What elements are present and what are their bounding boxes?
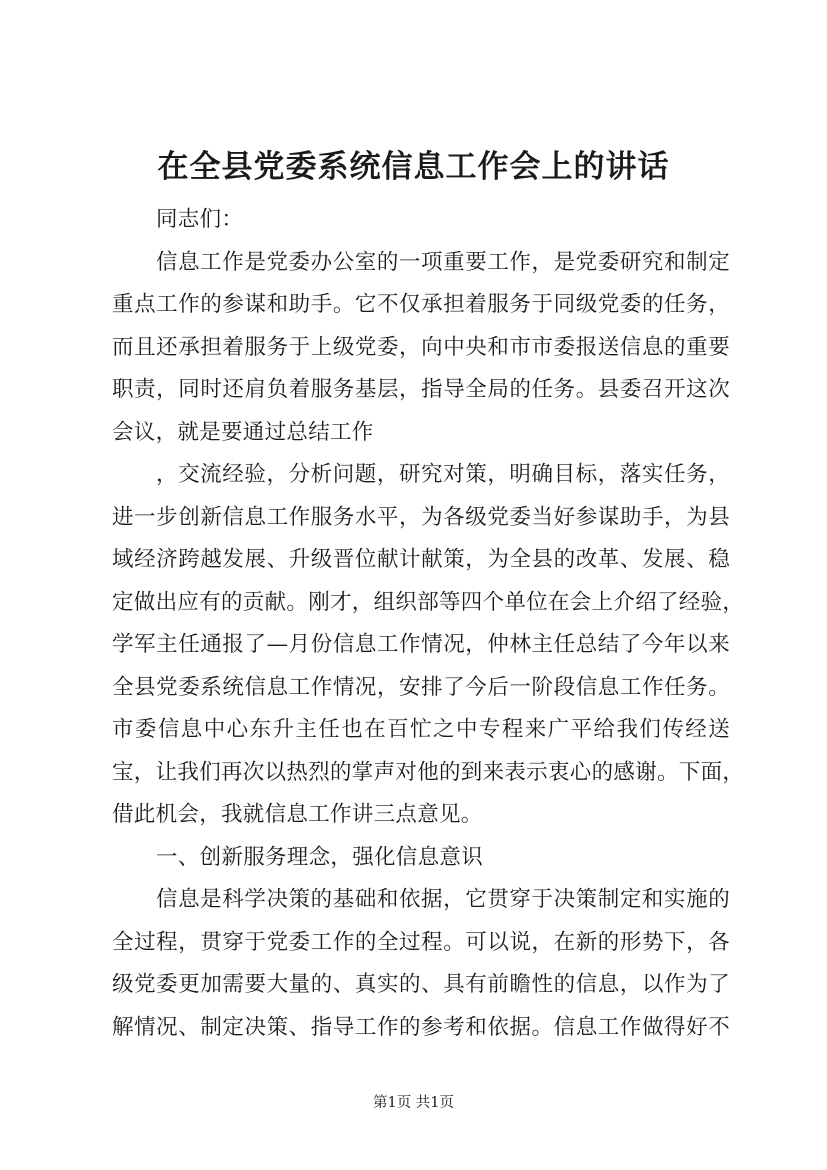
paragraph-line: 学军主任通报了—月份信息工作情况，仲林主任总结了今年以来 bbox=[112, 632, 730, 657]
section-heading: 一、创新服务理念，强化信息意识 bbox=[156, 844, 484, 870]
paragraph-line: 会议，就是要通过总结工作 bbox=[112, 419, 374, 445]
paragraph-line: 信息是科学决策的基础和依据，它贯穿于决策制定和实施的 bbox=[156, 887, 730, 912]
paragraph-line: 信息工作是党委办公室的一项重要工作，是党委研究和制定 bbox=[156, 249, 730, 275]
paragraph-line: 域经济跨越发展、升级晋位献计献策，为全县的改革、发展、稳 bbox=[112, 547, 730, 572]
paragraph-line: 全县党委系统信息工作情况，安排了今后一阶段信息工作任务。 bbox=[112, 674, 730, 700]
salutation-line: 同志们： bbox=[156, 207, 244, 232]
paragraph-line: 解情况、制定决策、指导工作的参考和依据。信息工作做得好不 bbox=[112, 1014, 730, 1040]
paragraph-line: 宝，让我们再次以热烈的掌声对他的到来表示衷心的感谢。下面， bbox=[112, 759, 745, 785]
paragraph-line: 全过程，贯穿于党委工作的全过程。可以说，在新的形势下，各 bbox=[112, 929, 730, 955]
document-title: 在全县党委系统信息工作会上的讲话 bbox=[157, 149, 670, 185]
paragraph-line: 级党委更加需要大量的、真实的、具有前瞻性的信息，以作为了 bbox=[112, 972, 730, 997]
paragraph-line: 借此机会，我就信息工作讲三点意见。 bbox=[112, 802, 483, 827]
document-body bbox=[112, 199, 745, 1049]
paragraph-line: 职责，同时还肩负着服务基层，指导全局的任务。县委召开这次 bbox=[112, 377, 730, 402]
paragraph-line: 市委信息中心东升主任也在百忙之中专程来广平给我们传经送 bbox=[112, 717, 730, 742]
paragraph-line: 重点工作的参谋和助手。它不仅承担着服务于同级党委的任务， bbox=[112, 292, 730, 317]
page-number-footer: 第1页 共1页 bbox=[372, 1095, 455, 1111]
paragraph-line: 定做出应有的贡献。刚才，组织部等四个单位在会上介绍了经验， bbox=[112, 589, 745, 615]
paragraph-line: ，交流经验，分析问题，研究对策，明确目标，落实任务， bbox=[156, 462, 730, 487]
paragraph-line: 进一步创新信息工作服务水平，为各级党委当好参谋助手，为县 bbox=[112, 504, 730, 530]
paragraph-line: 而且还承担着服务于上级党委，向中央和市市委报送信息的重要 bbox=[112, 334, 730, 360]
